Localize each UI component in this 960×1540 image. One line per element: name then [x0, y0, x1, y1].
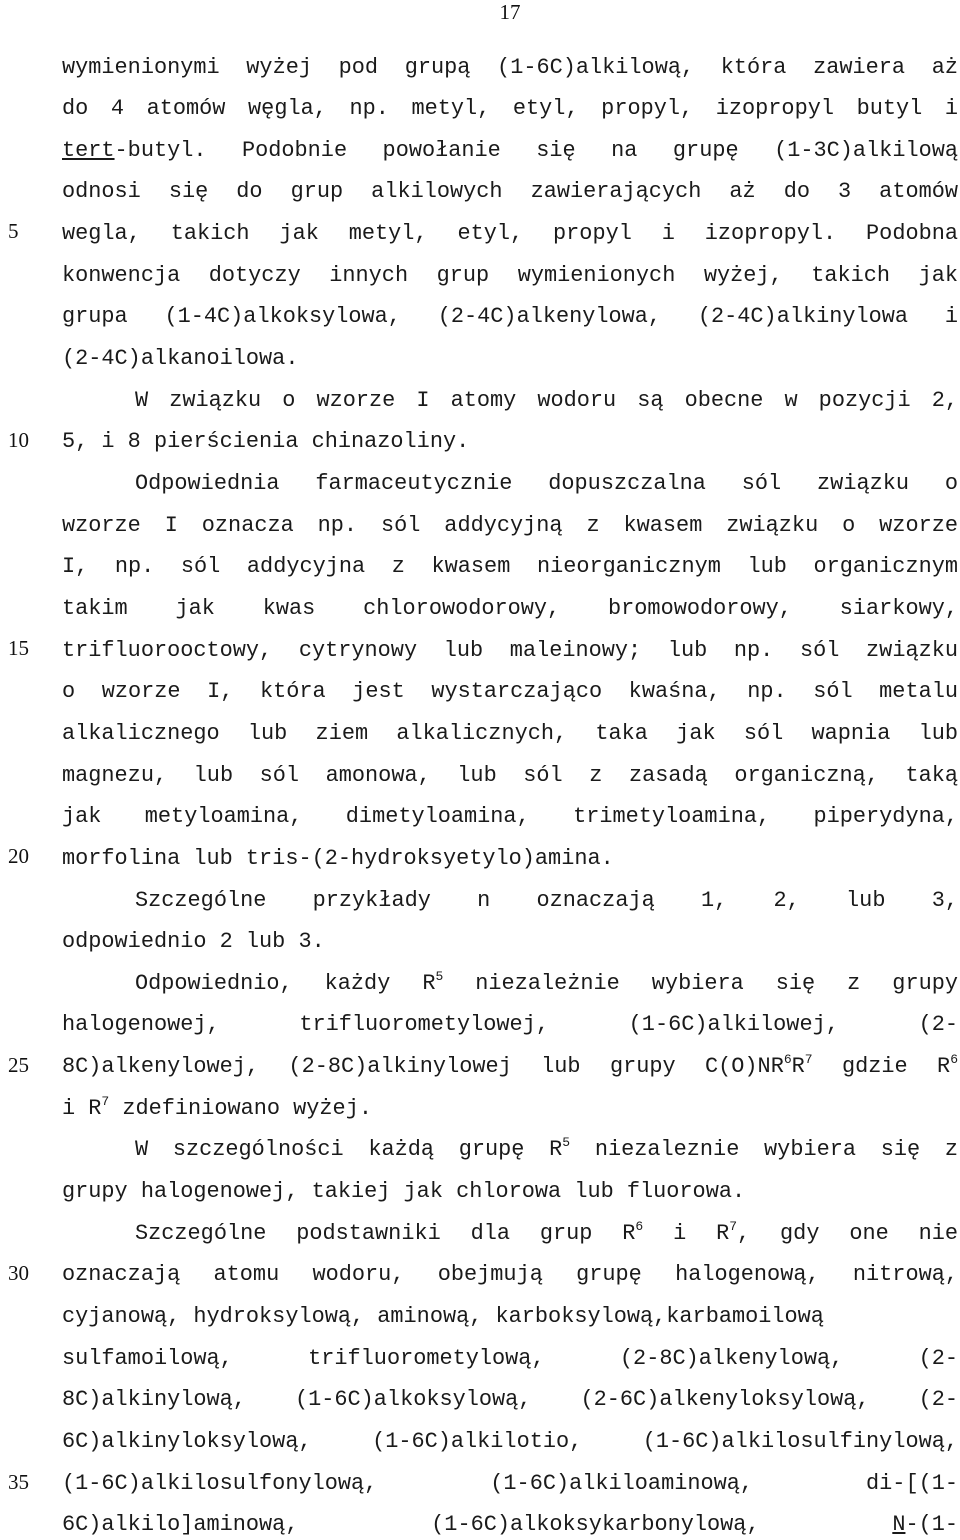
text-line: odpowiednio 2 lub 3.	[62, 929, 325, 954]
text-line: odnosi się do grup alkilowych zawierających aż do 3 atomów	[62, 179, 958, 204]
italic-term: N	[892, 1512, 906, 1537]
text-line: wzorze I oznacza np. sól addycyjną z kwasem związku o wzorze	[62, 513, 958, 538]
text-line: (1-6C)alkilosulfonylową, (1-6C)alkiloaminową, di-[(1-	[62, 1471, 958, 1496]
text-line: sulfamoilową, trifluorometylową, (2-8C)alkenylową, (2-	[62, 1346, 958, 1371]
text-line: 6C)alkinyloksylową, (1-6C)alkilotio, (1-6C)alkilosulfinylową,	[62, 1429, 958, 1454]
line-number-15: 15	[8, 636, 29, 660]
line-number-35: 35	[8, 1470, 29, 1494]
text-span: Szczególne podstawniki dla grup R	[135, 1221, 636, 1246]
text-span: 8C)alkenylowej, (2-8C)alkinylowej lub grupy C(O)NR	[62, 1054, 784, 1079]
superscript: 7	[804, 1052, 813, 1067]
text-line: I, np. sól addycyjna z kwasem nieorganicznym lub organicznym	[62, 554, 958, 579]
text-span: 6C)alkilo]aminową, (1-6C)alkoksykarbonylową,	[62, 1512, 893, 1537]
text-span: i R	[643, 1221, 730, 1246]
text-line: W związku o wzorze I atomy wodoru są obecne w pozycji 2,	[135, 388, 958, 413]
superscript: 6	[950, 1052, 958, 1067]
text-line: wymienionymi wyżej pod grupą (1-6C)alkilową, która zawiera aż	[62, 55, 958, 80]
page-number: 17	[499, 0, 521, 24]
text-line	[135, 1219, 958, 1249]
text-line: cyjanową, hydroksylową, aminową, karboksylową,karbamoilową	[62, 1304, 824, 1329]
text-line: trifluorooctowy, cytrynowy lub maleinowy; lub np. sól związku	[62, 638, 958, 663]
text-span: R	[791, 1054, 805, 1079]
superscript: 5	[562, 1135, 571, 1150]
line-number-5: 5	[8, 219, 19, 243]
text-span: zdefiniowano wyżej.	[109, 1096, 372, 1121]
text-line: oznaczają atomu wodoru, obejmują grupę halogenową, nitrową,	[62, 1262, 958, 1287]
text-line: grupa (1-4C)alkoksylowa, (2-4C)alkenylowa, (2-4C)alkinylowa i	[62, 304, 958, 329]
text-span: W szczególności każdą grupę R	[135, 1137, 563, 1162]
text-line: o wzorze I, która jest wystarczająco kwaśna, np. sól metalu	[62, 679, 958, 704]
text-line: takim jak kwas chlorowodorowy, bromowodorowy, siarkowy,	[62, 596, 958, 621]
line-number-10: 10	[8, 428, 29, 452]
text-line: Szczególne przykłady n oznaczają 1, 2, lub 3,	[135, 888, 958, 913]
text-span: niezaleznie wybiera się z	[570, 1137, 958, 1162]
text-line	[62, 1094, 958, 1124]
text-line: do 4 atomów węgla, np. metyl, etyl, propyl, izopropyl butyl i	[62, 96, 958, 121]
text-span: gdzie R	[812, 1054, 951, 1079]
text-line: 8C)alkinylową, (1-6C)alkoksylową, (2-6C)alkenyloksylową, (2-	[62, 1387, 958, 1412]
line-number-20: 20	[8, 844, 29, 868]
text-line	[135, 969, 958, 999]
text-line: wegla, takich jak metyl, etyl, propyl i izopropyl. Podobna	[62, 221, 958, 246]
text-span: niezależnie wybiera się z grupy	[443, 971, 958, 996]
text-span: -(1-	[905, 1512, 958, 1537]
line-number-30: 30	[8, 1261, 29, 1285]
text-line: magnezu, lub sól amonowa, lub sól z zasadą organiczną, taką	[62, 763, 958, 788]
text-span: , gdy one nie	[737, 1221, 958, 1246]
superscript: 5	[435, 969, 444, 984]
italic-term: tert	[62, 138, 115, 163]
superscript: 6	[783, 1052, 792, 1067]
text-line: konwencja dotyczy innych grup wymienionych wyżej, takich jak	[62, 263, 958, 288]
superscript: 7	[101, 1094, 110, 1109]
text-line	[62, 1510, 958, 1540]
superscript: 7	[729, 1219, 738, 1234]
text-line: alkalicznego lub ziem alkalicznych, taka jak sól wapnia lub	[62, 721, 958, 746]
text-line: Odpowiednia farmaceutycznie dopuszczalna sól związku o	[135, 471, 958, 496]
text-line: jak metyloamina, dimetyloamina, trimetyloamina, piperydyna,	[62, 804, 958, 829]
superscript: 6	[635, 1219, 644, 1234]
text-line: (2-4C)alkanoilowa.	[62, 346, 299, 371]
text-line: morfolina lub tris-(2-hydroksyetylo)amina.	[62, 846, 614, 871]
text-line	[62, 136, 958, 166]
text-line: halogenowej, trifluorometylowej, (1-6C)alkilowej, (2-	[62, 1012, 958, 1037]
text-span: Odpowiednio, każdy R	[135, 971, 436, 996]
text-span: i R	[62, 1096, 102, 1121]
text-line	[62, 1052, 958, 1082]
text-span: -butyl. Podobnie powołanie się na grupę (1-3C)alkilową	[114, 138, 958, 163]
text-line: 5, i 8 pierścienia chinazoliny.	[62, 429, 470, 454]
line-number-25: 25	[8, 1053, 29, 1077]
text-line	[135, 1135, 958, 1165]
text-line: grupy halogenowej, takiej jak chlorowa lub fluorowa.	[62, 1179, 746, 1204]
